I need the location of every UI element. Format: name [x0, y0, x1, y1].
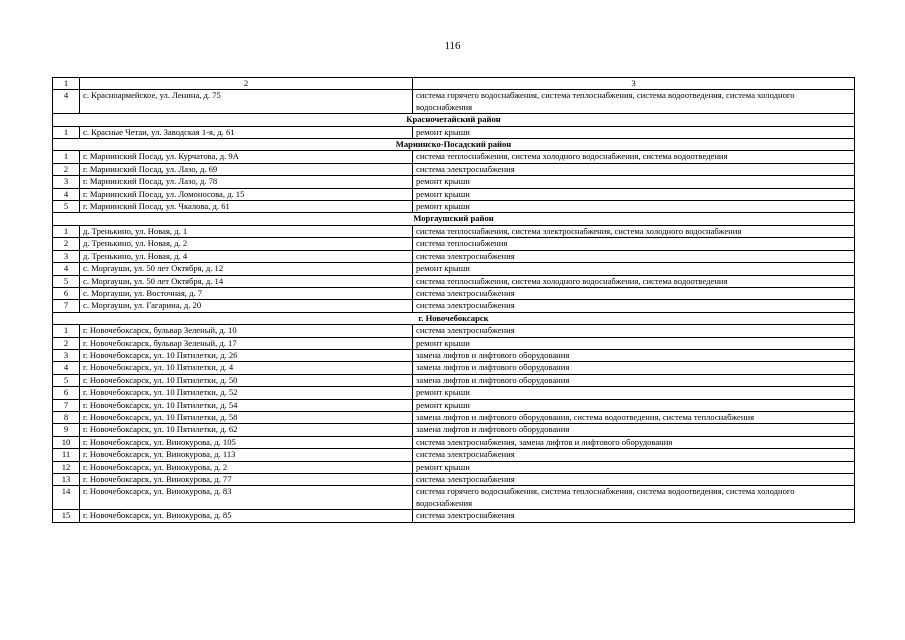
row-works: система горячего водоснабжения, система теплоснабжения, система водоотведения, система холодного водоснабжения	[413, 486, 855, 510]
row-number: 7	[53, 300, 80, 312]
row-works: система электроснабжения	[413, 163, 855, 175]
row-address: д. Тренькино, ул. Новая, д. 2	[80, 238, 413, 250]
row-works: ремонт крыши	[413, 387, 855, 399]
row-number: 2	[53, 238, 80, 250]
table-row	[53, 510, 855, 522]
row-works: система теплоснабжения, система холодного водоснабжения, система водоотведения	[413, 151, 855, 163]
page-number: 116	[444, 40, 461, 52]
row-address: с. Моргауши, ул. 50 лет Октября, д. 12	[80, 263, 413, 275]
row-works: система электроснабжения	[413, 325, 855, 337]
row-address: г. Новочебоксарск, ул. 10 Пятилетки, д. 4	[80, 362, 413, 374]
row-works: замена лифтов и лифтового оборудования, система водоотведения, система теплоснабжения	[413, 411, 855, 423]
region-header-row	[53, 213, 855, 225]
region-name: Моргаушский район	[53, 213, 855, 225]
column-number-3: 3	[413, 78, 855, 90]
row-works: ремонт крыши	[413, 126, 855, 138]
table-row	[53, 263, 855, 275]
table-row	[53, 151, 855, 163]
row-works: система теплоснабжения, система холодного водоснабжения, система водоотведения	[413, 275, 855, 287]
row-number: 15	[53, 510, 80, 522]
table-row	[53, 449, 855, 461]
row-number: 1	[53, 325, 80, 337]
row-number: 11	[53, 449, 80, 461]
table-row	[53, 486, 855, 510]
row-number: 4	[53, 90, 80, 114]
table-row	[53, 387, 855, 399]
table-row	[53, 287, 855, 299]
table-row	[53, 362, 855, 374]
row-works: система теплоснабжения	[413, 238, 855, 250]
region-header-row	[53, 114, 855, 126]
row-number: 2	[53, 163, 80, 175]
row-number: 4	[53, 188, 80, 200]
table-row	[53, 349, 855, 361]
table-row	[53, 90, 855, 114]
row-address: г. Мариинский Посад, ул. Лазо, д. 69	[80, 163, 413, 175]
row-works: ремонт крыши	[413, 461, 855, 473]
row-address: г. Новочебоксарск, ул. Винокурова, д. 77	[80, 474, 413, 486]
region-name: Мариинско-Посадский район	[53, 139, 855, 151]
row-address: с. Моргауши, ул. 50 лет Октября, д. 14	[80, 275, 413, 287]
table-row	[53, 201, 855, 213]
row-number: 3	[53, 250, 80, 262]
table-row	[53, 424, 855, 436]
table-row	[53, 126, 855, 138]
column-number-2: 2	[80, 78, 413, 90]
row-address: г. Мариинский Посад, ул. Ломоносова, д. 15	[80, 188, 413, 200]
row-address: с. Красные Четаи, ул. Заводская 1-я, д. 61	[80, 126, 413, 138]
row-works: ремонт крыши	[413, 201, 855, 213]
row-works: ремонт крыши	[413, 263, 855, 275]
row-works: ремонт крыши	[413, 337, 855, 349]
row-works: замена лифтов и лифтового оборудования	[413, 424, 855, 436]
row-works: ремонт крыши	[413, 399, 855, 411]
row-works: система электроснабжения	[413, 250, 855, 262]
row-address: г. Новочебоксарск, ул. 10 Пятилетки, д. 62	[80, 424, 413, 436]
region-header-row	[53, 312, 855, 324]
table-row	[53, 337, 855, 349]
table-row	[53, 300, 855, 312]
row-address: с. Моргауши, ул. Гагарина, д. 20	[80, 300, 413, 312]
row-address: с. Моргауши, ул. Восточная, д. 7	[80, 287, 413, 299]
table-row	[53, 250, 855, 262]
table-row	[53, 188, 855, 200]
row-works: замена лифтов и лифтового оборудования	[413, 374, 855, 386]
region-name: г. Новочебоксарск	[53, 312, 855, 324]
row-works: система электроснабжения	[413, 474, 855, 486]
row-number: 2	[53, 337, 80, 349]
table-row	[53, 411, 855, 423]
row-works: система горячего водоснабжения, система теплоснабжения, система водоотведения, система холодного водоснабжения	[413, 90, 855, 114]
table-row	[53, 225, 855, 237]
row-address: г. Новочебоксарск, ул. 10 Пятилетки, д. 50	[80, 374, 413, 386]
row-address: д. Тренькино, ул. Новая, д. 4	[80, 250, 413, 262]
row-number: 3	[53, 349, 80, 361]
row-address: г. Мариинский Посад, ул. Курчатова, д. 9А	[80, 151, 413, 163]
registry-table-body	[53, 78, 855, 523]
row-address: г. Новочебоксарск, бульвар Зеленый, д. 10	[80, 325, 413, 337]
row-address: г. Новочебоксарск, ул. Винокурова, д. 105	[80, 436, 413, 448]
row-number: 6	[53, 287, 80, 299]
row-address: г. Новочебоксарск, ул. 10 Пятилетки, д. 26	[80, 349, 413, 361]
row-works: система электроснабжения, замена лифтов и лифтового оборудования	[413, 436, 855, 448]
row-works: ремонт крыши	[413, 188, 855, 200]
row-works: замена лифтов и лифтового оборудования	[413, 362, 855, 374]
table-row	[53, 275, 855, 287]
table-row	[53, 461, 855, 473]
row-address: г. Новочебоксарск, бульвар Зеленый, д. 17	[80, 337, 413, 349]
column-number-row	[53, 78, 855, 90]
row-address: г. Новочебоксарск, ул. Винокурова, д. 2	[80, 461, 413, 473]
table-row	[53, 325, 855, 337]
row-number: 5	[53, 275, 80, 287]
region-header-row	[53, 139, 855, 151]
row-works: замена лифтов и лифтового оборудования	[413, 349, 855, 361]
row-works: система теплоснабжения, система электроснабжения, система холодного водоснабжения	[413, 225, 855, 237]
column-number-1: 1	[53, 78, 80, 90]
row-number: 5	[53, 201, 80, 213]
row-number: 4	[53, 362, 80, 374]
row-number: 10	[53, 436, 80, 448]
table-row	[53, 399, 855, 411]
table-row	[53, 474, 855, 486]
table-row	[53, 176, 855, 188]
region-name: Красночетайский район	[53, 114, 855, 126]
row-address: г. Мариинский Посад, ул. Лазо, д. 78	[80, 176, 413, 188]
row-number: 9	[53, 424, 80, 436]
row-number: 6	[53, 387, 80, 399]
table-row	[53, 436, 855, 448]
row-address: г. Новочебоксарск, ул. Винокурова, д. 85	[80, 510, 413, 522]
table-row	[53, 374, 855, 386]
row-address: г. Новочебоксарск, ул. Винокурова, д. 113	[80, 449, 413, 461]
row-number: 13	[53, 474, 80, 486]
row-number: 1	[53, 151, 80, 163]
row-number: 14	[53, 486, 80, 510]
row-works: система электроснабжения	[413, 449, 855, 461]
row-address: с. Красноармейское, ул. Ленина, д. 75	[80, 90, 413, 114]
row-address: д. Тренькино, ул. Новая, д. 1	[80, 225, 413, 237]
table-row	[53, 163, 855, 175]
row-number: 4	[53, 263, 80, 275]
row-number: 1	[53, 126, 80, 138]
row-works: система электроснабжения	[413, 287, 855, 299]
row-address: г. Новочебоксарск, ул. 10 Пятилетки, д. 52	[80, 387, 413, 399]
row-address: г. Мариинский Посад, ул. Чкалова, д. 61	[80, 201, 413, 213]
registry-table	[52, 77, 855, 523]
row-number: 7	[53, 399, 80, 411]
row-number: 3	[53, 176, 80, 188]
row-address: г. Новочебоксарск, ул. Винокурова, д. 83	[80, 486, 413, 510]
row-works: система электроснабжения	[413, 300, 855, 312]
row-number: 8	[53, 411, 80, 423]
row-address: г. Новочебоксарск, ул. 10 Пятилетки, д. 58	[80, 411, 413, 423]
row-number: 12	[53, 461, 80, 473]
row-number: 5	[53, 374, 80, 386]
row-address: г. Новочебоксарск, ул. 10 Пятилетки, д. 54	[80, 399, 413, 411]
table-row	[53, 238, 855, 250]
row-number: 1	[53, 225, 80, 237]
row-works: ремонт крыши	[413, 176, 855, 188]
row-works: система электроснабжения	[413, 510, 855, 522]
